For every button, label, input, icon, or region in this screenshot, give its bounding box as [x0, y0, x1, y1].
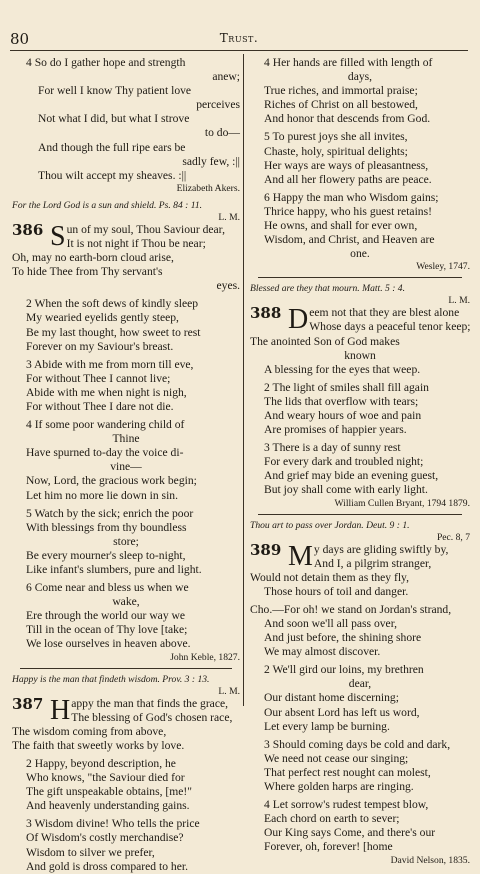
hymn-number: 388 — [250, 304, 282, 323]
verse-line: Of Wisdom's costly merchandise? — [26, 831, 184, 845]
meter-label: L. M. — [218, 211, 240, 223]
verse-line: Each chord on earth to sever; — [264, 812, 400, 826]
drop-cap: D — [288, 304, 309, 336]
verse-line: He owns, and shall for ever own, — [264, 219, 418, 233]
verse-line: The blessing of God's chosen race, — [71, 710, 233, 724]
verse-line: Forever, oh, forever! [home — [264, 840, 393, 854]
page-header — [10, 30, 468, 48]
verse-line: Ere through the world our way we — [26, 609, 186, 623]
verse-line: Now, Lord, the gracious work begin; — [26, 474, 197, 488]
verse-line: eem not that they are blest alone — [309, 306, 460, 320]
verse-line: For without Thee I dare not die. — [26, 399, 174, 413]
verse-line: 3 Abide with me from morn till eve, — [26, 357, 194, 371]
drop-cap: S — [50, 220, 66, 252]
hymn-separator — [20, 668, 232, 669]
author-attribution: David Nelson, 1835. — [390, 854, 470, 866]
hymn-number: 387 — [12, 694, 44, 713]
verse-line: 3 Wisdom divine! Who tells the price — [26, 817, 200, 831]
verse-line: Be every mourner's sleep to-night, — [26, 548, 186, 562]
verse-line: Like infant's slumbers, pure and light. — [26, 563, 202, 576]
hymn-388 — [250, 306, 470, 334]
verse-line: We lose ourselves in heaven above. — [26, 637, 191, 651]
verse-line: Have spurned to-day the voice di- — [26, 446, 184, 460]
verse-line: Our absent Lord has left us word, — [264, 705, 420, 719]
verse-line: And though the full ripe ears be — [38, 140, 186, 154]
verse-line: y days are gliding swiftly by, — [313, 542, 449, 556]
meter-label: Pec. 8, 7 — [436, 531, 470, 543]
verse-line: anew; — [212, 70, 240, 84]
verse-line: 6 Happy the man who Wisdom gains; — [264, 190, 439, 204]
verse-line: 4 Let sorrow's rudest tempest blow, — [264, 798, 429, 812]
hymn-heading: Blessed are they that mourn. Matt. 5 : 4. — [250, 283, 405, 295]
verse-line: Till in the ocean of Thy love [take; — [26, 623, 188, 637]
drop-cap: M — [288, 540, 313, 572]
verse-line: The faith that sweetly works by love. — [12, 738, 185, 752]
verse-line: A blessing for the eyes that weep. — [264, 362, 421, 376]
header-rule — [10, 50, 468, 51]
verse-line: appy the man that finds the grace, — [71, 696, 229, 710]
verse-line: Thine — [112, 432, 140, 446]
verse-line: 5 Watch by the sick; enrich the poor — [26, 506, 194, 520]
verse-line: And all her flowery paths are peace. — [264, 172, 432, 186]
verse-line: 6 Come near and bless us when we — [26, 581, 189, 595]
chorus-line: Cho.—For oh! we stand on Jordan's strand, — [250, 602, 452, 616]
verse-line: And I, a pilgrim stranger, — [313, 556, 432, 570]
verse-line: eyes. — [216, 279, 240, 293]
verse-line: And heavenly understanding gains. — [26, 799, 190, 813]
verse-line: For well I know Thy patient love — [38, 84, 192, 98]
verse-line: to do— — [204, 126, 240, 140]
verse-line: My wearied eyelids gently steep, — [26, 311, 179, 325]
author-attribution: Wesley, 1747. — [416, 261, 470, 273]
verse-line: 3 Should coming days be cold and dark, — [264, 737, 451, 751]
verse-line: dear, — [348, 677, 372, 691]
verse-line: Where golden harps are ringing. — [264, 780, 414, 794]
verse-line: And grief may bide an evening guest, — [264, 469, 439, 483]
right-column — [250, 56, 470, 867]
hymn-continuation — [12, 56, 240, 195]
verse-line: We need not cease our singing; — [264, 751, 409, 765]
verse-line: Abide with me when night is nigh, — [26, 385, 187, 399]
verse-line: 2 The light of smiles shall fill again — [264, 380, 429, 394]
hymn-number: 389 — [250, 540, 282, 559]
chorus-line: And soon we'll all pass over, — [264, 617, 397, 630]
verse-line: 2 Happy, beyond description, he — [26, 756, 176, 770]
verse-line: Her ways are ways of pleasantness, — [264, 158, 429, 172]
verse-line: 4 Her hands are filled with length of — [264, 56, 433, 69]
verse-line: wake, — [112, 595, 140, 609]
verse-line: Whose days a peaceful tenor keep; — [309, 320, 471, 334]
verse-line: True riches, and immortal praise; — [264, 84, 418, 98]
verse-line: Those hours of toil and danger. — [264, 584, 409, 598]
chorus-line: And just before, the shining shore — [264, 631, 422, 645]
verse-line: sadly few, :|| — [182, 154, 240, 168]
verse-line: days, — [347, 70, 373, 84]
verse-line: Are promises of happier years. — [264, 423, 407, 437]
page-number: 80 — [10, 30, 30, 48]
verse-line: For without Thee I cannot live; — [26, 371, 171, 385]
left-column — [12, 56, 240, 874]
hymn-heading: For the Lord God is a sun and shield. Ps. 84 : 11. — [12, 199, 203, 211]
verse-line: And weary hours of woe and pain — [264, 408, 422, 422]
author-attribution: Elizabeth Akers. — [176, 182, 240, 194]
verse-line: Our distant home discerning; — [264, 691, 399, 705]
verse-line: But joy shall come with early light. — [264, 483, 428, 497]
verse-line: Be my last thought, how sweet to rest — [26, 325, 201, 339]
verse-line: 2 We'll gird our loins, my brethren — [264, 663, 424, 677]
drop-cap: H — [50, 694, 71, 726]
verse-line: For every dark and troubled night; — [264, 455, 424, 469]
author-attribution: John Keble, 1827. — [170, 651, 240, 663]
verse-line: Would not detain them as they fly, — [250, 570, 409, 584]
verse-line: Let every lamp be burning. — [264, 719, 390, 733]
verse-line: And honor that descends from God. — [264, 112, 431, 126]
verse-line: 3 There is a day of sunny rest — [264, 441, 401, 455]
verse-line: 2 When the soft dews of kindly sleep — [26, 297, 199, 311]
hymn-number: 386 — [12, 220, 44, 239]
verse-line: Thou wilt accept my sheaves. :|| — [38, 168, 187, 182]
hymn-heading: Thou art to pass over Jordan. Deut. 9 : 1. — [250, 519, 410, 531]
chorus-line: We may almost discover. — [264, 645, 381, 659]
verse-line: Wisdom, and Christ, and Heaven are — [264, 233, 435, 247]
verse-line: one. — [350, 247, 370, 261]
verse-line: Chaste, holy, spiritual delights; — [264, 144, 408, 158]
verse-line: known — [344, 348, 376, 362]
verse-line: 4 If some poor wandering child of — [26, 418, 185, 432]
hymn-separator — [258, 514, 462, 515]
verse-line: That perfect rest nought can molest, — [264, 765, 431, 779]
verse-line: Forever on my Saviour's breast. — [26, 339, 174, 353]
verse-line: 5 To purest joys she all invites, — [264, 130, 408, 144]
meter-label: L. M. — [218, 685, 240, 697]
verse-line: Oh, may no earth-born cloud arise, — [12, 251, 174, 265]
verse-line: Our King says Come, and there's our — [264, 826, 436, 840]
verse-line: The lids that overflow with tears; — [264, 394, 419, 408]
verse-line: It is not night if Thou be near; — [66, 236, 206, 250]
author-attribution: William Cullen Bryant, 1794 1879. — [334, 497, 470, 509]
verse-line: The anointed Son of God makes — [250, 334, 400, 348]
hymn-separator — [258, 277, 462, 278]
hymn-387 — [12, 694, 240, 726]
verse-line: And gold is dross compared to her. — [26, 859, 188, 873]
verse-line: The wisdom coming from above, — [12, 724, 167, 738]
verse-line: Thrice happy, who his guest retains! — [264, 204, 432, 218]
verse-line: Wisdom to silver we prefer, — [26, 845, 155, 859]
verse-line: With blessings from thy boundless — [26, 520, 187, 534]
verse-line: perceives — [196, 98, 240, 112]
verse-line: Who knows, "the Saviour died for — [26, 771, 185, 785]
verse-line: 4 So do I gather hope and strength — [26, 56, 186, 69]
verse-line: Let him no more lie down in sin. — [26, 488, 178, 502]
running-title: Trust. — [219, 31, 259, 45]
verse-line: store; — [113, 534, 139, 548]
verse-line: Riches of Christ on all bestowed, — [264, 98, 418, 112]
verse-line: To hide Thee from Thy servant's — [12, 265, 163, 279]
column-divider — [243, 54, 244, 706]
verse-line: un of my soul, Thou Saviour dear, — [66, 222, 225, 236]
hymn-389 — [250, 540, 470, 572]
verse-line: The gift unspeakable obtains, [me!" — [26, 785, 193, 799]
hymn-heading: Happy is the man that findeth wisdom. Prov. 3 : 13. — [12, 673, 210, 685]
verse-line: Not what I did, but what I strove — [38, 112, 190, 126]
meter-label: L. M. — [448, 295, 470, 307]
verse-line: vine— — [110, 460, 142, 474]
hymn-386 — [12, 220, 240, 252]
